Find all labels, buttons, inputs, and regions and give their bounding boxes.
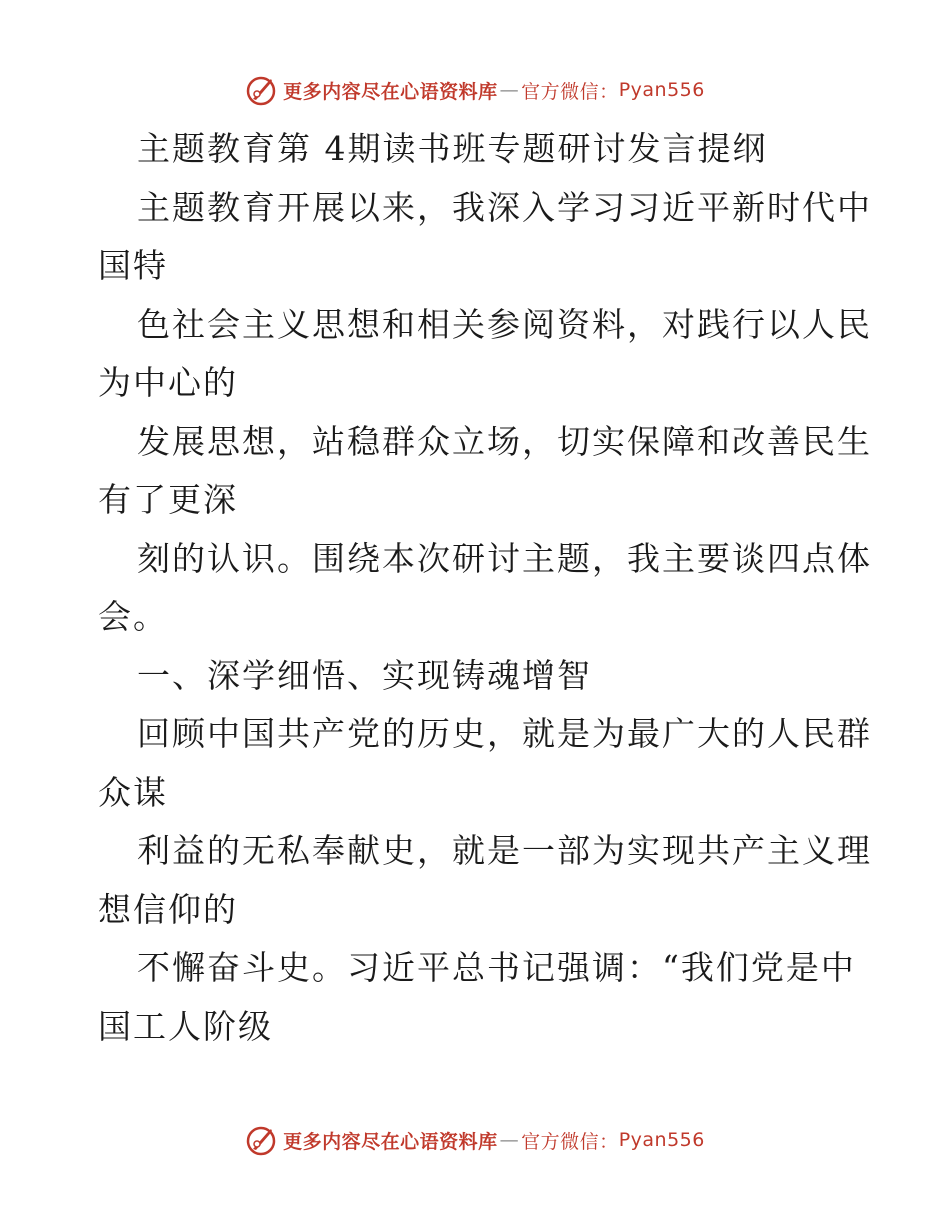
footer-banner-dash: —: [499, 1129, 520, 1151]
text-line: 有了更深: [98, 480, 238, 519]
footer-banner-text: 更多内容尽在心语资料库: [283, 1130, 498, 1153]
text-line: 色社会主义思想和相关参阅资料，对践行以人民: [137, 304, 872, 344]
text-line: 刻的认识。围绕本次研讨主题，我主要谈四点体: [137, 538, 872, 578]
text-line: 为中心的: [98, 363, 238, 402]
pen-logo-icon: [245, 1123, 279, 1157]
text-line: 发展思想，站稳群众立场，切实保障和改善民生: [137, 421, 872, 461]
text-line: 想信仰的: [98, 889, 238, 929]
header-banner-id: Pyan556: [618, 79, 705, 101]
footer-banner-wechat: 官方微信：: [521, 1130, 619, 1153]
text-line: 回顾中国共产党的历史，就是为最广大的人民群: [137, 714, 872, 753]
text-line: 国工人阶级: [98, 1006, 273, 1046]
header-banner-wechat: 官方微信：: [521, 80, 619, 103]
section-heading: 一、深学细悟、实现铸魂增智: [137, 655, 592, 695]
footer-banner: [0, 1120, 950, 1160]
text-line: 国特: [98, 246, 168, 285]
text-line: 不懈奋斗史。习近平总书记强调：“我们党是中: [137, 948, 856, 987]
text-line: 众谋: [98, 772, 168, 812]
header-banner-dash: —: [499, 79, 520, 101]
text-line: 利益的无私奉献史，就是一部为实现共产主义理: [137, 831, 872, 870]
footer-banner-id: Pyan556: [618, 1129, 705, 1151]
text-line: 主题教育开展以来，我深入学习习近平新时代中: [137, 187, 872, 227]
pen-logo-icon: [245, 73, 279, 107]
header-banner: [0, 70, 950, 110]
text-line: 会。: [98, 597, 168, 636]
document-title: 主题教育第 4期读书班专题研讨发言提纲: [137, 129, 768, 168]
header-banner-text: 更多内容尽在心语资料库: [283, 80, 498, 103]
document-body: [98, 120, 872, 1056]
